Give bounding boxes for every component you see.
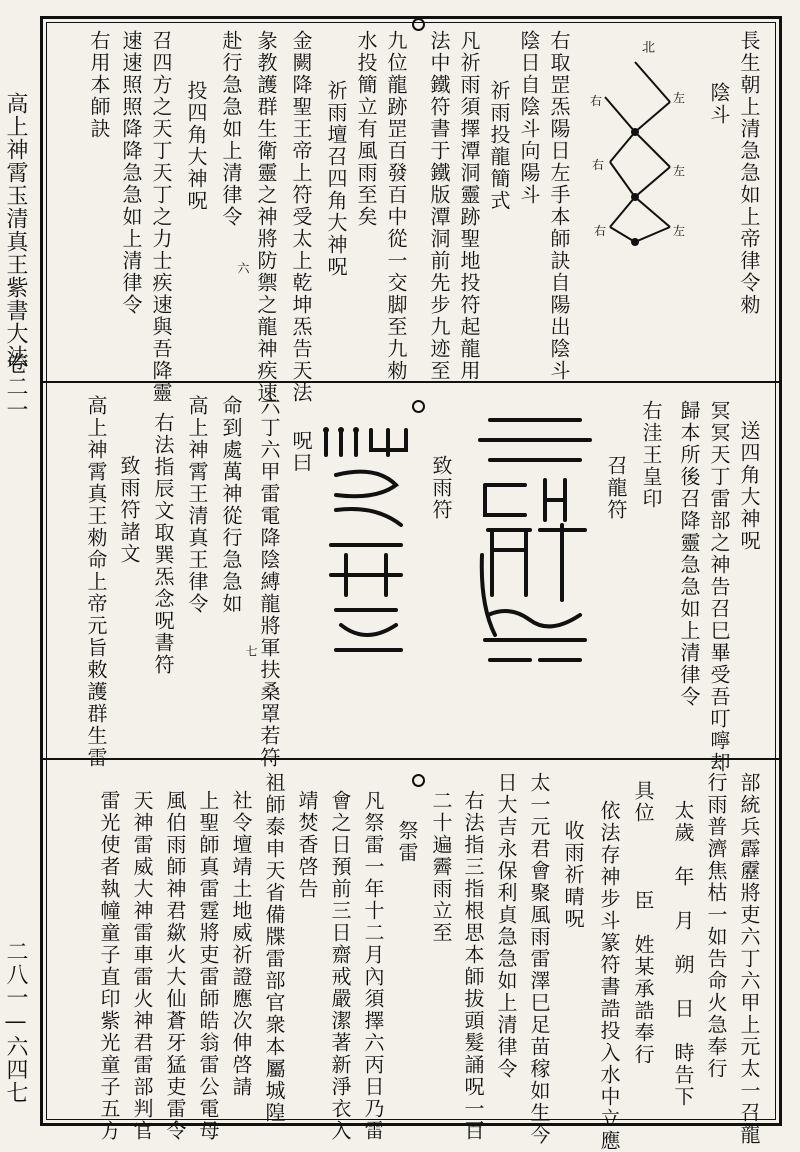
text-column: 靖焚香啓告 xyxy=(295,790,319,900)
text-column: 右取罡炁陽日左手本師訣自陽出陰斗 xyxy=(547,30,571,382)
section-heading: 祈雨投龍簡式 xyxy=(487,80,511,212)
page-number: 二八一—六四七 xyxy=(3,940,28,1104)
chant-label: 呪曰 xyxy=(289,430,313,474)
text-column: 上聖師真雷霆將吏雷師皓翁雷公電母 xyxy=(196,790,220,1142)
section-heading: 召龍符 xyxy=(604,455,628,521)
text-column: 命到處萬神從行急急如 xyxy=(219,395,243,615)
text-column: 右法指辰文取巽炁念呪書符 xyxy=(151,412,175,676)
star-step-diagram-lines xyxy=(590,32,700,252)
text-column: 高上神霄真王勑命上帝元旨敕護群生雷 xyxy=(84,395,108,769)
text-column: 二十遍霽雨立至 xyxy=(429,790,453,944)
section-heading: 送四角大神呪 xyxy=(737,420,761,552)
margin-note: 六 xyxy=(236,262,250,276)
text-column: 部統兵霹靂將吏六丁六甲上元太一召龍 xyxy=(737,772,761,1146)
text-column: 長生朝上清急急如上帝律令勑 xyxy=(737,30,761,316)
talisman-glyphs xyxy=(316,425,416,665)
column-circle-mark xyxy=(412,18,425,31)
text-column: 速速照照降降急急如上清律令 xyxy=(119,30,143,316)
text-column: 法中鐵符書于鐵版潭洞前先步九迹至 xyxy=(427,30,451,382)
text-column: 陰日自陰斗向陽斗 xyxy=(517,30,541,206)
text-column: 高上神霄王清真王律令 xyxy=(185,395,209,615)
book-title: 高上神霄玉清真王紫書大法 xyxy=(3,92,28,368)
text-column: 社令壇靖土地威祈證應次伸啓請 xyxy=(229,790,253,1098)
section-divider xyxy=(43,758,779,760)
text-column: 彖教護群生衛靈之神將防禦之龍神疾速 xyxy=(254,30,278,404)
text-column: 九位龍跡罡百發百中從一交脚至九勑 xyxy=(384,30,408,382)
diagram-label: 左 xyxy=(673,91,688,105)
section-heading: 祈雨壇召四角大神呪 xyxy=(324,80,348,278)
text-column: 日大吉永保利貞急急如上清律令 xyxy=(494,772,518,1080)
section-heading: 祭雷 xyxy=(395,820,419,864)
talisman-glyphs xyxy=(470,405,600,675)
text-column: 祖師泰申天省備牒雷部官衆本屬城隍 xyxy=(262,772,286,1124)
text-column: 金闕降聖王帝上符受太上乾坤炁告天法 xyxy=(289,30,313,404)
text-column: 雷光使者執幢童子直印紫光童子五方 xyxy=(97,790,121,1142)
text-column: 陰斗 xyxy=(707,82,731,126)
chapter-label: 卷二一 xyxy=(3,352,28,421)
signature-line: 具位 臣 姓某承誥奉行 xyxy=(631,780,655,1066)
text-column: 太一元君會聚風雨雷澤巳足苗稼如生今 xyxy=(527,772,551,1146)
text-column: 右法指三指根思本師拔頭髮誦呪一百 xyxy=(461,790,485,1142)
text-column: 歸本所後召降靈急急如上清律令 xyxy=(677,400,701,708)
column-circle-mark xyxy=(412,400,425,413)
column-circle-mark xyxy=(412,774,425,787)
text-column: 召四方之天丁天丁之力士疾速與吾降靈 xyxy=(149,30,173,404)
diagram-label: 左 xyxy=(673,164,688,178)
diagram-label: 右 xyxy=(590,94,605,108)
section-heading: 致雨符 xyxy=(429,455,453,521)
rain-talisman xyxy=(316,425,416,665)
text-column: 水投簡立有風雨至矣 xyxy=(354,30,378,228)
text-column: 依法存神步斗篆符書誥投入水中立應 xyxy=(597,800,621,1152)
text-column: 右洼王皇印 xyxy=(639,400,663,510)
section-heading: 致雨符諸文 xyxy=(117,455,141,565)
text-column: 凡祭雷一年十二月內須擇六丙日乃雷 xyxy=(361,790,385,1142)
diagram-label: 右 xyxy=(592,158,607,172)
star-step-diagram xyxy=(590,32,700,252)
margin-note: 七 xyxy=(244,645,258,659)
section-heading: 收雨祈晴呪 xyxy=(561,820,585,930)
text-column: 風伯雨師神君歘火大仙蒼牙猛吏雷令 xyxy=(163,790,187,1142)
text-column: 行雨普濟焦枯一如告命火急奉行 xyxy=(704,772,728,1080)
text-column: 會之日預前三日齋戒嚴潔著新淨衣入 xyxy=(328,790,352,1142)
text-column: 赴行急急如上清律令 xyxy=(219,30,243,228)
diagram-label: 左 xyxy=(673,224,688,238)
date-line: 太歲 年 月 朔 日 時告下 xyxy=(671,800,695,1108)
text-column: 六丁六甲雷電降陰縛龍將軍扶桑罩若符 xyxy=(257,395,281,769)
text-column: 天神雷威大神雷車雷火神君雷部判官 xyxy=(130,790,154,1142)
text-column: 冥冥天丁雷部之神告召巳畢受吾叮嚀却 xyxy=(707,400,731,774)
section-heading: 投四角大神呪 xyxy=(184,80,208,212)
diagram-label: 右 xyxy=(594,224,609,238)
dragon-talisman-seal xyxy=(470,405,600,675)
diagram-label: 北 xyxy=(639,40,654,55)
text-column: 凡祈雨須擇潭洞靈跡聖地投符起龍用 xyxy=(457,30,481,382)
text-column: 右用本師訣 xyxy=(87,30,111,140)
